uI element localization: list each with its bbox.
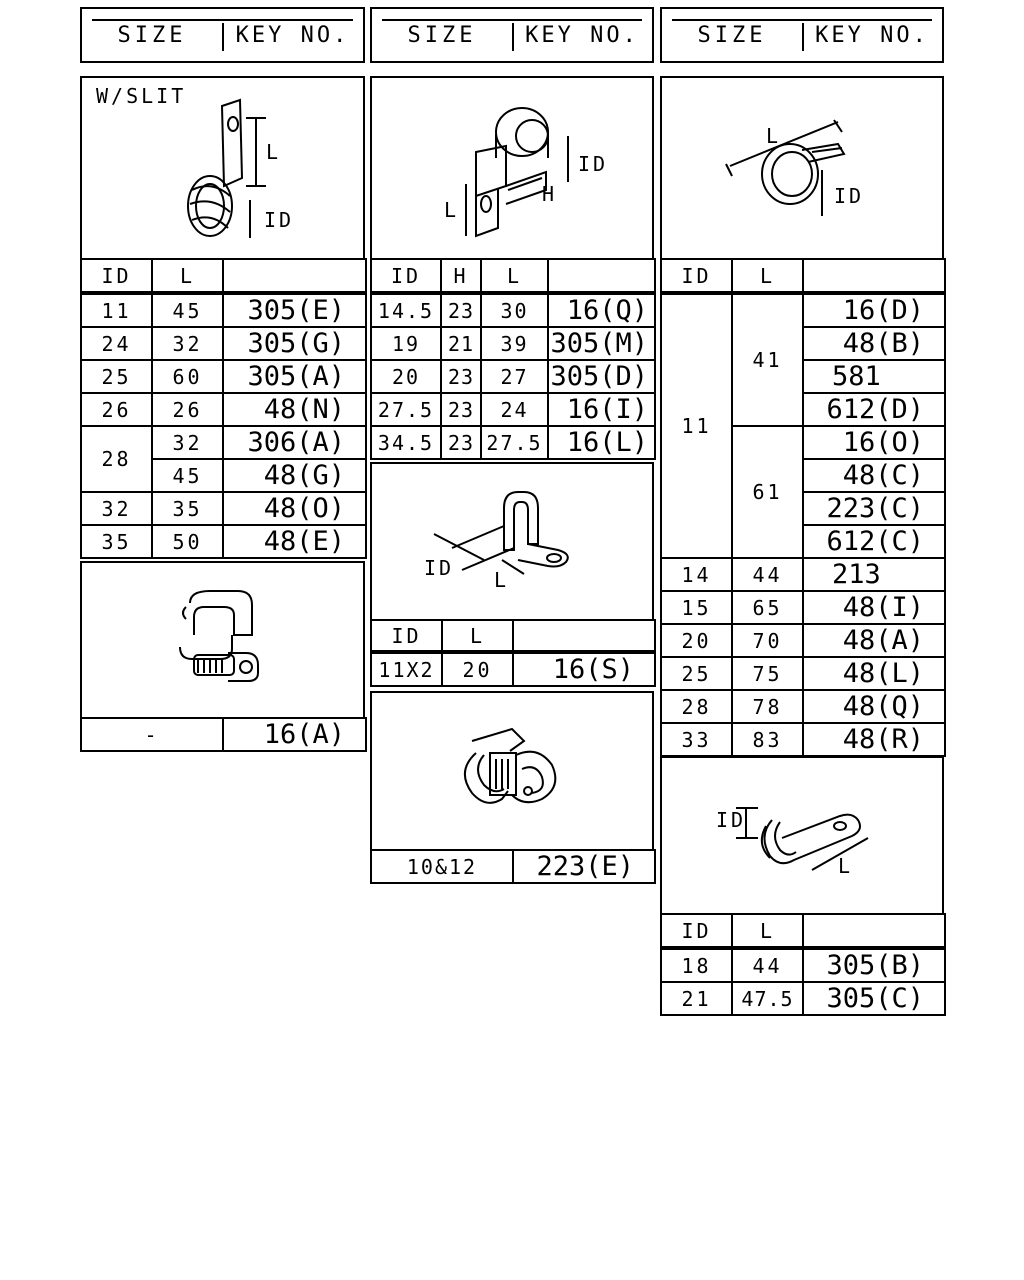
cell-key: 48(I) [803, 591, 945, 624]
cell-key: 16(O) [803, 426, 945, 459]
cell-key: 48(G) [223, 459, 366, 492]
cell-key: 213 [803, 558, 945, 591]
cell-h: 23 [441, 360, 481, 393]
cell-key: 48(C) [803, 459, 945, 492]
cell-key: 16(I) [548, 393, 655, 426]
cell-key: 223(C) [803, 492, 945, 525]
table-row [81, 393, 366, 426]
cell-size: - [81, 718, 223, 751]
cell-key: 306(A) [223, 426, 366, 459]
dim-id-label: ID [424, 556, 455, 580]
table-row [661, 591, 945, 624]
clip-f-illustration-panel [660, 76, 944, 260]
table-row [371, 850, 655, 883]
cell-id: 35 [81, 525, 152, 558]
table-row [661, 293, 945, 327]
cell-id: 33 [661, 723, 732, 756]
cell-l: 45 [152, 293, 223, 327]
cell-h: 23 [441, 393, 481, 426]
size-label: SIZE [117, 23, 187, 48]
col-l-header: L [442, 620, 513, 652]
cell-key: 223(E) [513, 850, 655, 883]
cell-l: 60 [152, 360, 223, 393]
cell-l: 32 [152, 426, 223, 459]
cell-l: 39 [481, 327, 548, 360]
cell-id: 15 [661, 591, 732, 624]
cell-id: 18 [661, 948, 732, 982]
header-col2 [370, 7, 654, 63]
col-key-header [223, 259, 366, 293]
table-row [81, 293, 366, 327]
cell-l-group: 41 [732, 293, 803, 426]
table-row [81, 327, 366, 360]
clip-a-illustration-panel [80, 76, 365, 260]
header-rule [672, 19, 932, 21]
col-key-header [803, 914, 945, 948]
clip-d-illustration-panel [370, 462, 654, 621]
cell-key: 305(M) [548, 327, 655, 360]
clip-g-drawing [662, 758, 946, 917]
cell-key: 581 [803, 360, 945, 393]
cell-id: 26 [81, 393, 152, 426]
cell-id: 20 [371, 360, 441, 393]
cell-key: 305(E) [223, 293, 366, 327]
header-col1 [80, 7, 365, 63]
cell-id-group: 11 [661, 293, 732, 558]
cell-id: 27.5 [371, 393, 441, 426]
table-row [371, 327, 655, 360]
table-row [661, 657, 945, 690]
cell-id: 28 [661, 690, 732, 723]
table-row [661, 624, 945, 657]
key-label: KEY NO. [815, 23, 929, 48]
header-col3 [660, 7, 944, 63]
cell-l: 32 [152, 327, 223, 360]
table-row [81, 718, 366, 751]
cell-l: 20 [442, 652, 513, 686]
dim-h-label: H [542, 182, 558, 206]
table-row [371, 652, 655, 686]
cell-key: 612(C) [803, 525, 945, 558]
cell-l: 70 [732, 624, 803, 657]
table-row [81, 426, 366, 459]
key-label: KEY NO. [525, 23, 639, 48]
cell-key: 305(G) [223, 327, 366, 360]
dim-l-label: L [838, 854, 854, 878]
col-key-header [803, 259, 945, 293]
cell-key: 48(L) [803, 657, 945, 690]
cell-key: 16(L) [548, 426, 655, 459]
col-id-header: ID [661, 914, 732, 948]
cell-id: 32 [81, 492, 152, 525]
cell-l: 35 [152, 492, 223, 525]
col-l-header: L [481, 259, 548, 293]
clip-c-table [370, 258, 656, 460]
cell-key: 305(B) [803, 948, 945, 982]
cell-id: 11 [81, 293, 152, 327]
cell-id: 34.5 [371, 426, 441, 459]
cell-key: 16(D) [803, 293, 945, 327]
cell-h: 23 [441, 426, 481, 459]
cell-key: 48(O) [223, 492, 366, 525]
dim-id-label: ID [578, 152, 609, 176]
cell-l: 45 [152, 459, 223, 492]
table-row [81, 492, 366, 525]
col-h-header: H [441, 259, 481, 293]
dim-id-label: ID [716, 808, 747, 832]
table-row [371, 426, 655, 459]
cell-l: 75 [732, 657, 803, 690]
cell-l: 24 [481, 393, 548, 426]
dim-l-label: L [444, 198, 460, 222]
cell-l: 27.5 [481, 426, 548, 459]
cell-l: 78 [732, 690, 803, 723]
dim-id-label: ID [834, 184, 865, 208]
col-id-header: ID [661, 259, 732, 293]
col-l-header: L [732, 259, 803, 293]
cell-id: 19 [371, 327, 441, 360]
cell-key: 305(C) [803, 982, 945, 1015]
cell-id: 24 [81, 327, 152, 360]
clip-e-table [370, 849, 656, 884]
table-row [81, 525, 366, 558]
cell-l: 26 [152, 393, 223, 426]
cell-key: 48(B) [803, 327, 945, 360]
clip-a-table [80, 258, 367, 559]
dim-l-label: L [766, 124, 782, 148]
clip-b-table [80, 717, 367, 752]
cell-h: 21 [441, 327, 481, 360]
cell-l: 50 [152, 525, 223, 558]
cell-id: 14.5 [371, 293, 441, 327]
cell-key: 305(D) [548, 360, 655, 393]
clip-a-drawing [82, 78, 367, 262]
clip-g-illustration-panel [660, 756, 944, 915]
col-l-header: L [152, 259, 223, 293]
table-row [661, 723, 945, 756]
dim-id-label: ID [264, 208, 295, 232]
col-key-header [513, 620, 655, 652]
cell-key: 48(R) [803, 723, 945, 756]
col-key-header [548, 259, 655, 293]
cell-id: 11X2 [371, 652, 442, 686]
cell-size: 10&12 [371, 850, 513, 883]
cell-l: 65 [732, 591, 803, 624]
clip-b-drawing [82, 563, 367, 721]
clip-b-illustration-panel [80, 561, 365, 719]
table-row [371, 293, 655, 327]
cell-key: 16(Q) [548, 293, 655, 327]
clip-e-illustration-panel [370, 691, 654, 851]
cell-l-group: 61 [732, 426, 803, 558]
cell-key: 48(N) [223, 393, 366, 426]
table-row [81, 360, 366, 393]
clip-e-drawing [372, 693, 656, 853]
clip-f-drawing [662, 78, 946, 262]
cell-id: 21 [661, 982, 732, 1015]
cell-key: 48(Q) [803, 690, 945, 723]
cell-l: 47.5 [732, 982, 803, 1015]
size-label: SIZE [407, 23, 477, 48]
cell-l: 44 [732, 558, 803, 591]
cell-key: 16(S) [513, 652, 655, 686]
cell-key: 48(E) [223, 525, 366, 558]
cell-id: 14 [661, 558, 732, 591]
clip-c-illustration-panel [370, 76, 654, 260]
table-row [661, 558, 945, 591]
cell-id: 28 [81, 426, 152, 492]
cell-key: 305(A) [223, 360, 366, 393]
clip-d-table [370, 619, 656, 687]
cell-h: 23 [441, 293, 481, 327]
cell-l: 44 [732, 948, 803, 982]
table-row [661, 982, 945, 1015]
table-row [661, 948, 945, 982]
col-l-header: L [732, 914, 803, 948]
header-rule [382, 19, 642, 21]
clip-c-drawing [372, 78, 656, 262]
cell-l: 83 [732, 723, 803, 756]
slit-note: W/SLIT [96, 84, 187, 108]
clip-g-table [660, 913, 946, 1016]
table-row [371, 393, 655, 426]
dim-l-label: L [494, 568, 510, 592]
cell-id: 20 [661, 624, 732, 657]
cell-key: 16(A) [223, 718, 366, 751]
col-id-header: ID [371, 259, 441, 293]
table-row [661, 690, 945, 723]
cell-id: 25 [661, 657, 732, 690]
cell-key: 48(A) [803, 624, 945, 657]
table-row [371, 360, 655, 393]
col-id-header: ID [371, 620, 442, 652]
clip-f-table [660, 258, 946, 757]
cell-l: 30 [481, 293, 548, 327]
header-rule [92, 19, 353, 21]
key-label: KEY NO. [235, 23, 350, 48]
col-id-header: ID [81, 259, 152, 293]
clip-d-drawing [372, 464, 656, 623]
cell-id: 25 [81, 360, 152, 393]
dim-l-label: L [266, 140, 282, 164]
cell-l: 27 [481, 360, 548, 393]
size-label: SIZE [697, 23, 767, 48]
cell-key: 612(D) [803, 393, 945, 426]
